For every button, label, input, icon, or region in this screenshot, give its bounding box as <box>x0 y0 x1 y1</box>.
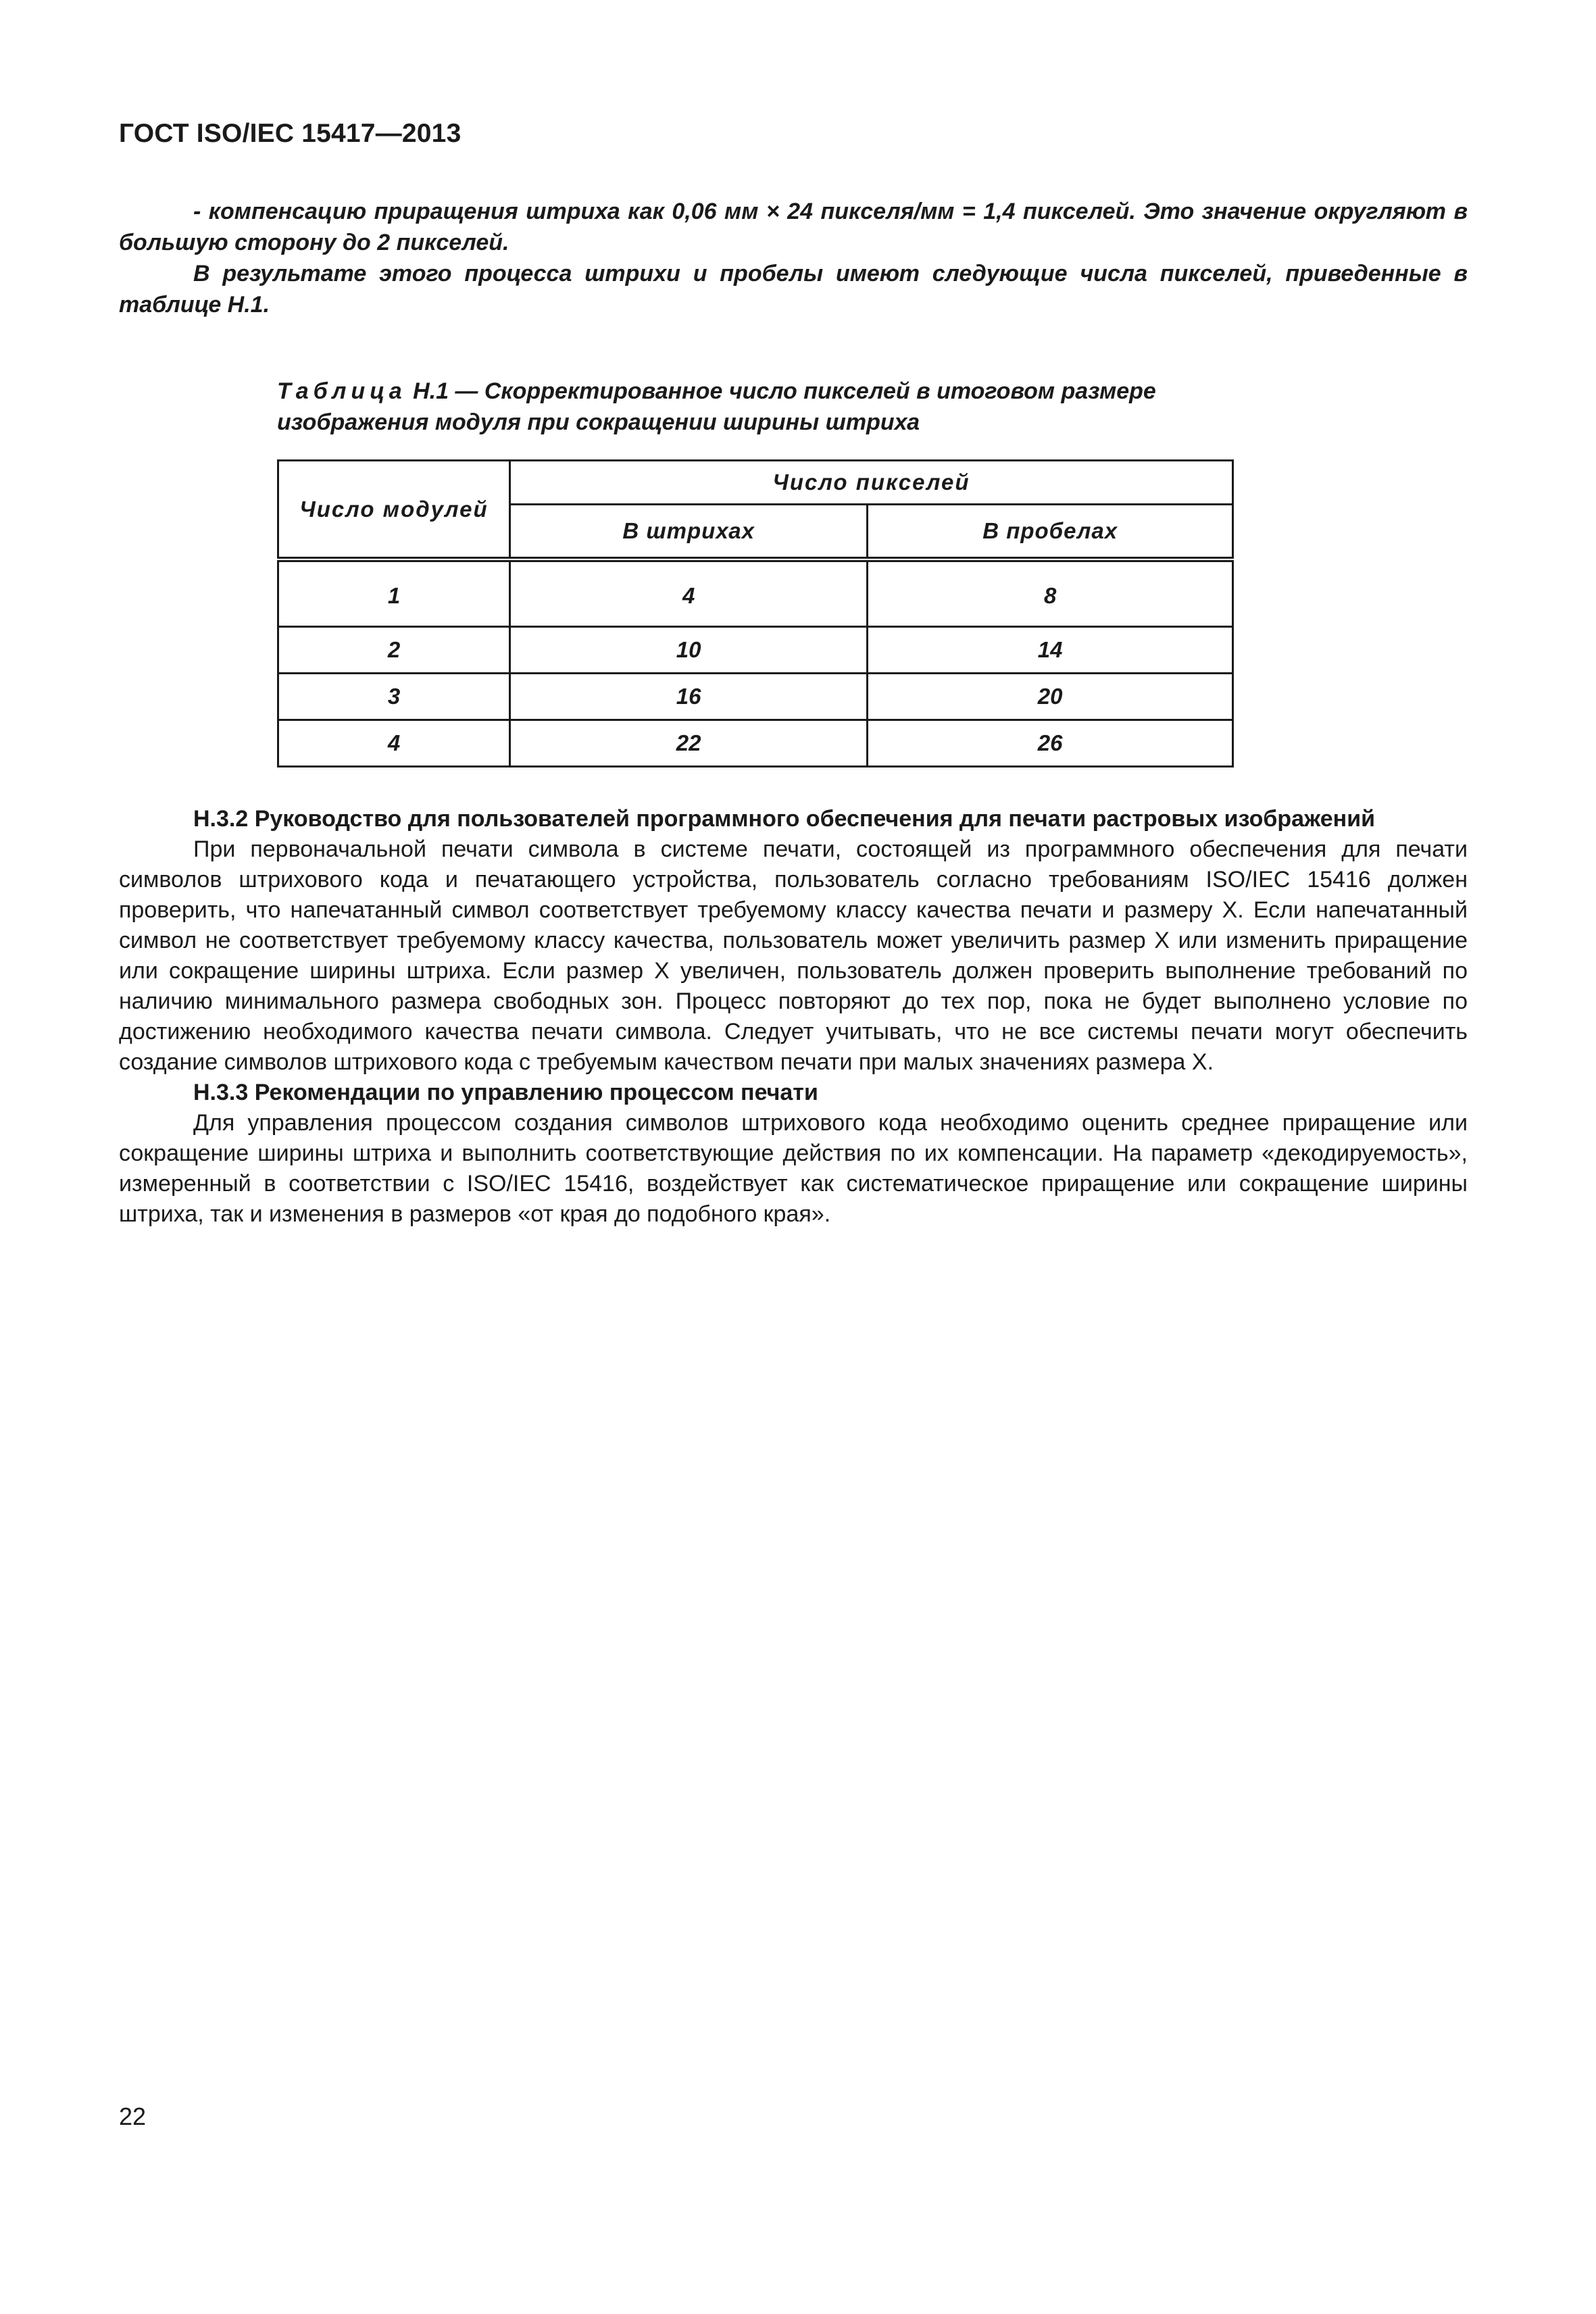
cell-bars: 22 <box>510 720 868 767</box>
cell-bars: 16 <box>510 674 868 720</box>
page-number: 22 <box>119 2103 147 2130</box>
cell-modules: 1 <box>278 559 510 627</box>
section-heading-h32: Н.3.2 Руководство для пользователей программного обеспечения для печати растровых изображений <box>193 806 1375 832</box>
header-modules: Число модулей <box>278 461 510 560</box>
cell-spaces: 8 <box>868 559 1233 627</box>
cell-modules: 3 <box>278 674 510 720</box>
table-head <box>278 461 1233 560</box>
section-paragraph-h32: При первоначальной печати символа в системе печати, состоящей из программного обеспечения для печати символов штрихового кода и печатающего устройства, пользователь согласно требованиям ISO/IEC 15416 должен проверить, что напечатанный символ соответствует требуемому классу качества печати и размеру X. Если напечатанный символ не соответствует требуемому классу качества, пользователь может увеличить размер X или изменить приращение или сокращение ширины штриха. Если размер X увеличен, пользователь должен проверить выполнение требований по наличию минимального размера свободных зон. Процесс повторяют до тех пор, пока не будет выполнено условие по достижению необходимого качества печати символа. Следует учитывать, что не все системы печати могут обеспечить создание символов штрихового кода с требуемым качеством печати при малых значениях размера X. <box>119 836 1468 1075</box>
section-body <box>119 804 1468 1230</box>
table-caption-text: Н.1 — Скорректированное число пикселей в итоговом размере изображения модуля при сокращении ширины штриха <box>277 378 1156 435</box>
cell-modules: 4 <box>278 720 510 767</box>
section-heading-h33: Н.3.3 Рекомендации по управлению процессом печати <box>193 1080 818 1105</box>
header-spaces: В пробелах <box>868 505 1233 560</box>
cell-bars: 10 <box>510 627 868 674</box>
intro-paragraph-compensation: - компенсацию приращения штриха как 0,06 мм × 24 пикселя/мм = 1,4 пикселей. Это значение округляют в большую сторону до 2 пикселей. <box>119 199 1468 255</box>
cell-modules: 2 <box>278 627 510 674</box>
section-paragraph-h33: Для управления процессом создания символов штрихового кода необходимо оценить среднее приращение или сокращение ширины штриха и выполнить соответствующие действия по их компенсации. На параметр «декодируемость», измеренный в соответствии с ISO/IEC 15416, воздействует как систематическое приращение или сокращение ширины штриха, так и изменения в размеров «от края до подобного края». <box>119 1110 1468 1227</box>
table-row <box>278 674 1233 720</box>
header-pixels: Число пикселей <box>510 461 1233 505</box>
header-bars: В штрихах <box>510 505 868 560</box>
table-caption <box>277 376 1237 438</box>
table-caption-prefix: Таблица <box>277 378 407 404</box>
cell-bars: 4 <box>510 559 868 627</box>
intro-block <box>119 196 1468 320</box>
pixel-count-table <box>277 459 1234 768</box>
table-row <box>278 720 1233 767</box>
cell-spaces: 20 <box>868 674 1233 720</box>
intro-paragraph-result: В результате этого процесса штрихи и пробелы имеют следующие числа пикселей, приведенные в таблице Н.1. <box>119 261 1468 318</box>
table-row <box>278 627 1233 674</box>
table-header-row-top <box>278 461 1233 505</box>
document-header: ГОСТ ISO/IEC 15417—2013 <box>119 119 462 148</box>
cell-spaces: 14 <box>868 627 1233 674</box>
table-body <box>278 559 1233 767</box>
table-row <box>278 559 1233 627</box>
cell-spaces: 26 <box>868 720 1233 767</box>
